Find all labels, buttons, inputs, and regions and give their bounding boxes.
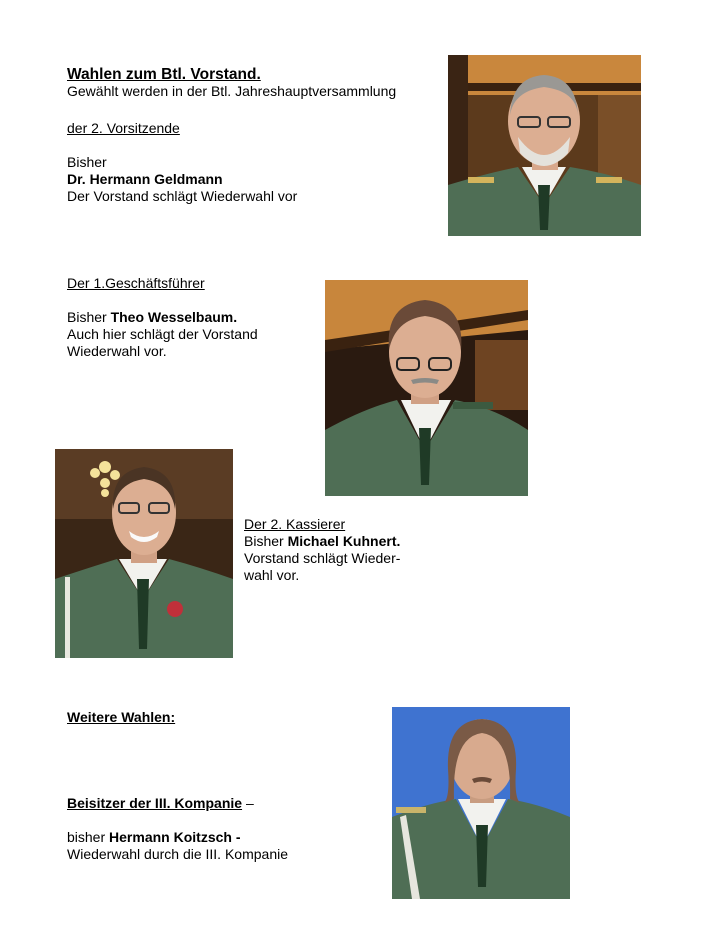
beisitzer-note: Wiederwahl durch die III. Kompanie (67, 846, 288, 862)
kassierer-note-1: Vorstand schlägt Wieder- (244, 550, 401, 566)
section-geschaeftsfuehrer (67, 275, 258, 360)
kassierer-note-2: wahl vor. (244, 567, 300, 583)
beisitzer-line1 (67, 829, 288, 846)
geschaeftsfuehrer-name: Theo Wesselbaum. (110, 309, 238, 325)
kassierer-heading: Der 2. Kassierer (244, 516, 346, 532)
geschaeftsfuehrer-bisher: Bisher (67, 309, 107, 325)
beisitzer-heading-line (67, 795, 288, 812)
section-weitere (67, 709, 175, 726)
beisitzer-heading: Beisitzer der III. Kompanie (67, 795, 243, 811)
photo-wesselbaum (325, 280, 528, 496)
beisitzer-name: Hermann Koitzsch - (109, 829, 241, 845)
vorsitzende-heading: der 2. Vorsitzende (67, 120, 180, 136)
kassierer-bisher: Bisher (244, 533, 284, 549)
vorsitzende-note: Der Vorstand schlägt Wiederwahl vor (67, 188, 298, 204)
geschaeftsfuehrer-note-2: Wiederwahl vor. (67, 343, 167, 359)
kassierer-name: Michael Kuhnert. (287, 533, 401, 549)
weitere-heading: Weitere Wahlen: (67, 709, 176, 725)
section-vorsitzende (67, 120, 297, 205)
kassierer-line1 (244, 533, 400, 550)
section-kassierer (244, 516, 400, 584)
photo-koitzsch (392, 707, 570, 899)
beisitzer-bisher: bisher (67, 829, 106, 845)
geschaeftsfuehrer-line1 (67, 309, 258, 326)
beisitzer-dash: – (242, 795, 254, 811)
geschaeftsfuehrer-note-1: Auch hier schlägt der Vorstand (67, 326, 258, 342)
photo-kuhnert (55, 449, 233, 658)
geschaeftsfuehrer-heading: Der 1.Geschäftsführer (67, 275, 205, 291)
vorsitzende-name: Dr. Hermann Geldmann (67, 171, 223, 187)
photo-geldmann (448, 55, 641, 236)
header-block (67, 66, 396, 100)
page-title: Wahlen zum Btl. Vorstand. (67, 66, 261, 83)
section-beisitzer (67, 795, 288, 863)
page-subtitle: Gewählt werden in der Btl. Jahreshauptversammlung (67, 83, 397, 99)
vorsitzende-bisher: Bisher (67, 154, 107, 170)
